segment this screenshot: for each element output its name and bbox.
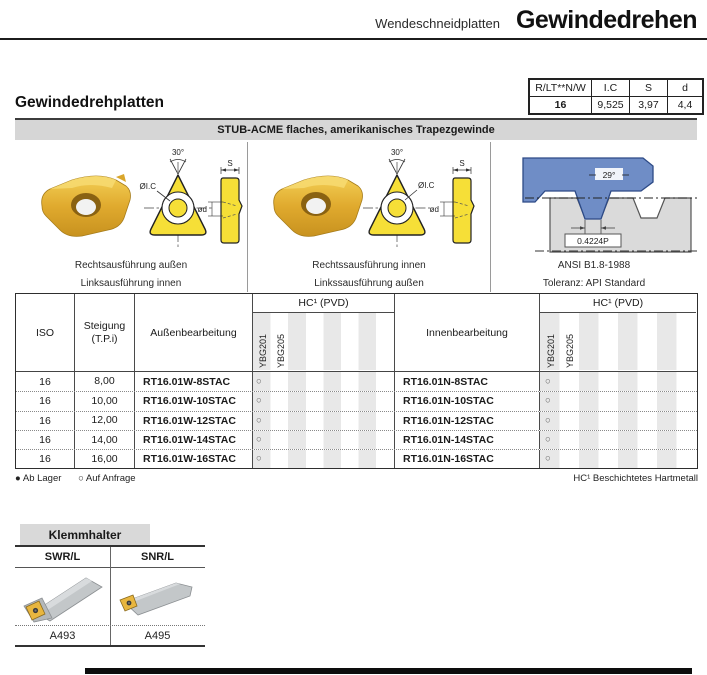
availability-mark: ○: [545, 414, 551, 426]
col-header-iso: ISO: [16, 294, 75, 371]
caption-external: [15, 257, 247, 293]
spec-header-row: [530, 80, 702, 96]
internal-part-cell: [395, 372, 540, 391]
internal-part-cell: [395, 431, 540, 449]
external-part-cell: [135, 372, 253, 391]
pitch-cell: 8,00: [75, 372, 135, 391]
part-number: RT16.01N-10STAC: [403, 395, 494, 408]
divider: [15, 645, 205, 647]
external-part-cell: [135, 450, 253, 468]
iso-cell: 16: [16, 392, 75, 410]
pitch-label-line2: (T.P.i): [91, 332, 118, 345]
part-number: RT16.01W-8STAC: [143, 375, 231, 388]
external-stock-cell: [253, 372, 395, 391]
availability-mark: ○: [256, 414, 262, 426]
grade-label-ybg205: YBG205: [565, 333, 575, 368]
d-label: ød: [197, 205, 207, 214]
spec-header-cell: S: [630, 80, 668, 96]
thread-profile: [523, 158, 697, 252]
d-label: ød: [429, 205, 439, 214]
holder-type-swrl: SWR/L: [44, 551, 81, 563]
availability-mark: ○: [256, 375, 262, 387]
caption-line: Linkssausführung außen: [314, 278, 424, 289]
external-insert-drawing: [20, 144, 245, 252]
external-part-cell: [135, 431, 253, 449]
external-stock-cell: [253, 450, 395, 468]
iso-cell: 16: [16, 431, 75, 449]
table-row: [16, 391, 697, 410]
caption-line: Toleranz: API Standard: [542, 278, 646, 289]
angle-label: 30°: [390, 148, 404, 157]
iso-cell: 16: [16, 372, 75, 391]
part-number: RT16.01W-12STAC: [143, 414, 236, 427]
angle-label: 30°: [171, 148, 185, 157]
thread-profile-drawing: [495, 142, 701, 256]
availability-mark: ○: [545, 395, 551, 407]
thread-type-banner: STUB-ACME flaches, amerikanisches Trapezgewinde: [15, 118, 697, 140]
legend-request: ○ Auf Anfrage: [78, 473, 136, 484]
holder-type-snrl: SNR/L: [141, 551, 174, 563]
availability-mark: ○: [545, 453, 551, 465]
pitch-cell: 16,00: [75, 450, 135, 468]
part-number: RT16.01N-8STAC: [403, 375, 488, 388]
part-number: RT16.01N-14STAC: [403, 434, 494, 447]
table-header: [16, 294, 697, 372]
grade-group-external: [253, 294, 395, 371]
caption-standard: [491, 257, 697, 293]
availability-mark: ○: [545, 375, 551, 387]
part-number: RT16.01N-12STAC: [403, 414, 494, 427]
toolholder-title: Klemmhalter: [20, 524, 150, 545]
availability-mark: ○: [545, 434, 551, 446]
availability-mark: ○: [256, 395, 262, 407]
col-header-external: Außenbearbeitung: [135, 294, 253, 371]
grade-group-internal: [540, 294, 696, 371]
caption-line: Rechtsausführung außen: [74, 260, 188, 271]
availability-mark: ○: [256, 434, 262, 446]
insert-photo: [274, 176, 363, 236]
table-row: [16, 449, 697, 468]
internal-part-cell: [395, 392, 540, 410]
page-footer-bar: [85, 668, 692, 674]
spec-table: [528, 78, 704, 115]
insert-front-view: [140, 148, 212, 248]
internal-insert-drawing: [252, 144, 488, 252]
grade-group-title: HC¹ (PVD): [253, 294, 394, 313]
table-row: [16, 411, 697, 430]
pitch-cell: 14,00: [75, 431, 135, 449]
spec-value-row: [530, 96, 702, 113]
spec-value-cell: 4,4: [677, 99, 693, 111]
insert-photo: [42, 174, 131, 236]
availability-mark: ○: [256, 453, 262, 465]
section-title: Gewindedrehplatten: [15, 94, 164, 111]
coating-note: HC¹ Beschichtetes Hartmetall: [573, 473, 698, 484]
header-rule: [0, 38, 707, 40]
holder-code-a495: A495: [144, 629, 171, 642]
internal-stock-cell: [540, 431, 696, 449]
part-number: RT16.01W-16STAC: [143, 453, 236, 466]
caption-line: Linksausführung innen: [80, 278, 182, 289]
col-header-pitch: [75, 294, 135, 371]
part-number: RT16.01W-10STAC: [143, 395, 236, 408]
spec-value-cell: 9,525: [592, 97, 630, 113]
spec-value-cell: 16: [530, 97, 592, 113]
holder-code-a493: A493: [49, 629, 76, 642]
grade-label-ybg201: YBG201: [258, 333, 268, 368]
legend-stock: ● Ab Lager: [15, 473, 62, 484]
pitch-label-line1: Steigung: [83, 319, 126, 332]
caption-line: Rechtssausführung innen: [312, 260, 426, 271]
header-category: Wendeschneidplatten: [375, 16, 500, 31]
profile-angle-label: 29°: [602, 170, 616, 180]
table-row: [16, 430, 697, 449]
internal-stock-cell: [540, 392, 696, 410]
internal-part-cell: [395, 412, 540, 430]
external-stock-cell: [253, 412, 395, 430]
grade-label-ybg201: YBG201: [546, 333, 556, 368]
external-stock-cell: [253, 431, 395, 449]
drawings-area: [15, 140, 697, 293]
grade-columns: [540, 313, 696, 370]
toolholder-codes: [15, 626, 205, 645]
iso-cell: 16: [16, 450, 75, 468]
toolholder-block: [15, 524, 205, 648]
toolholder-photo-snrl: [114, 574, 200, 620]
grade-group-title: HC¹ (PVD): [540, 294, 696, 313]
grade-columns: [253, 313, 394, 370]
pitch-cell: 12,00: [75, 412, 135, 430]
external-part-cell: [135, 392, 253, 410]
s-label: S: [459, 159, 465, 168]
insert-front-view: [363, 148, 435, 248]
main-table: [15, 293, 698, 469]
caption-internal: [248, 257, 490, 293]
spec-header-cell: I.C: [592, 80, 630, 96]
spec-header-cell: R/LT**N/W: [530, 80, 592, 96]
internal-part-cell: [395, 450, 540, 468]
s-label: S: [227, 159, 233, 168]
pitch-cell: 10,00: [75, 392, 135, 410]
spec-value-cell: 3,97: [630, 97, 668, 113]
iso-cell: 16: [16, 412, 75, 430]
availability-legend: [15, 473, 150, 484]
ic-label: ØI.C: [139, 182, 156, 191]
external-part-cell: [135, 412, 253, 430]
toolholder-photo-swrl: [18, 570, 108, 624]
part-number: RT16.01W-14STAC: [143, 434, 236, 447]
ic-label: ØI.C: [418, 181, 435, 190]
table-row: [16, 372, 697, 391]
insert-side-view: [430, 159, 474, 243]
col-header-internal: Innenbearbeitung: [395, 294, 540, 371]
internal-stock-cell: [540, 372, 696, 391]
part-number: RT16.01N-16STAC: [403, 453, 494, 466]
external-stock-cell: [253, 392, 395, 410]
profile-dim-label: 0.4224P: [577, 236, 609, 246]
internal-stock-cell: [540, 450, 696, 468]
spec-header-cell: d: [682, 82, 688, 94]
internal-stock-cell: [540, 412, 696, 430]
page-header: [375, 6, 697, 35]
caption-line: ANSI B1.8-1988: [557, 260, 631, 271]
grade-label-ybg205: YBG205: [276, 333, 286, 368]
page-title: Gewindedrehen: [515, 6, 697, 34]
